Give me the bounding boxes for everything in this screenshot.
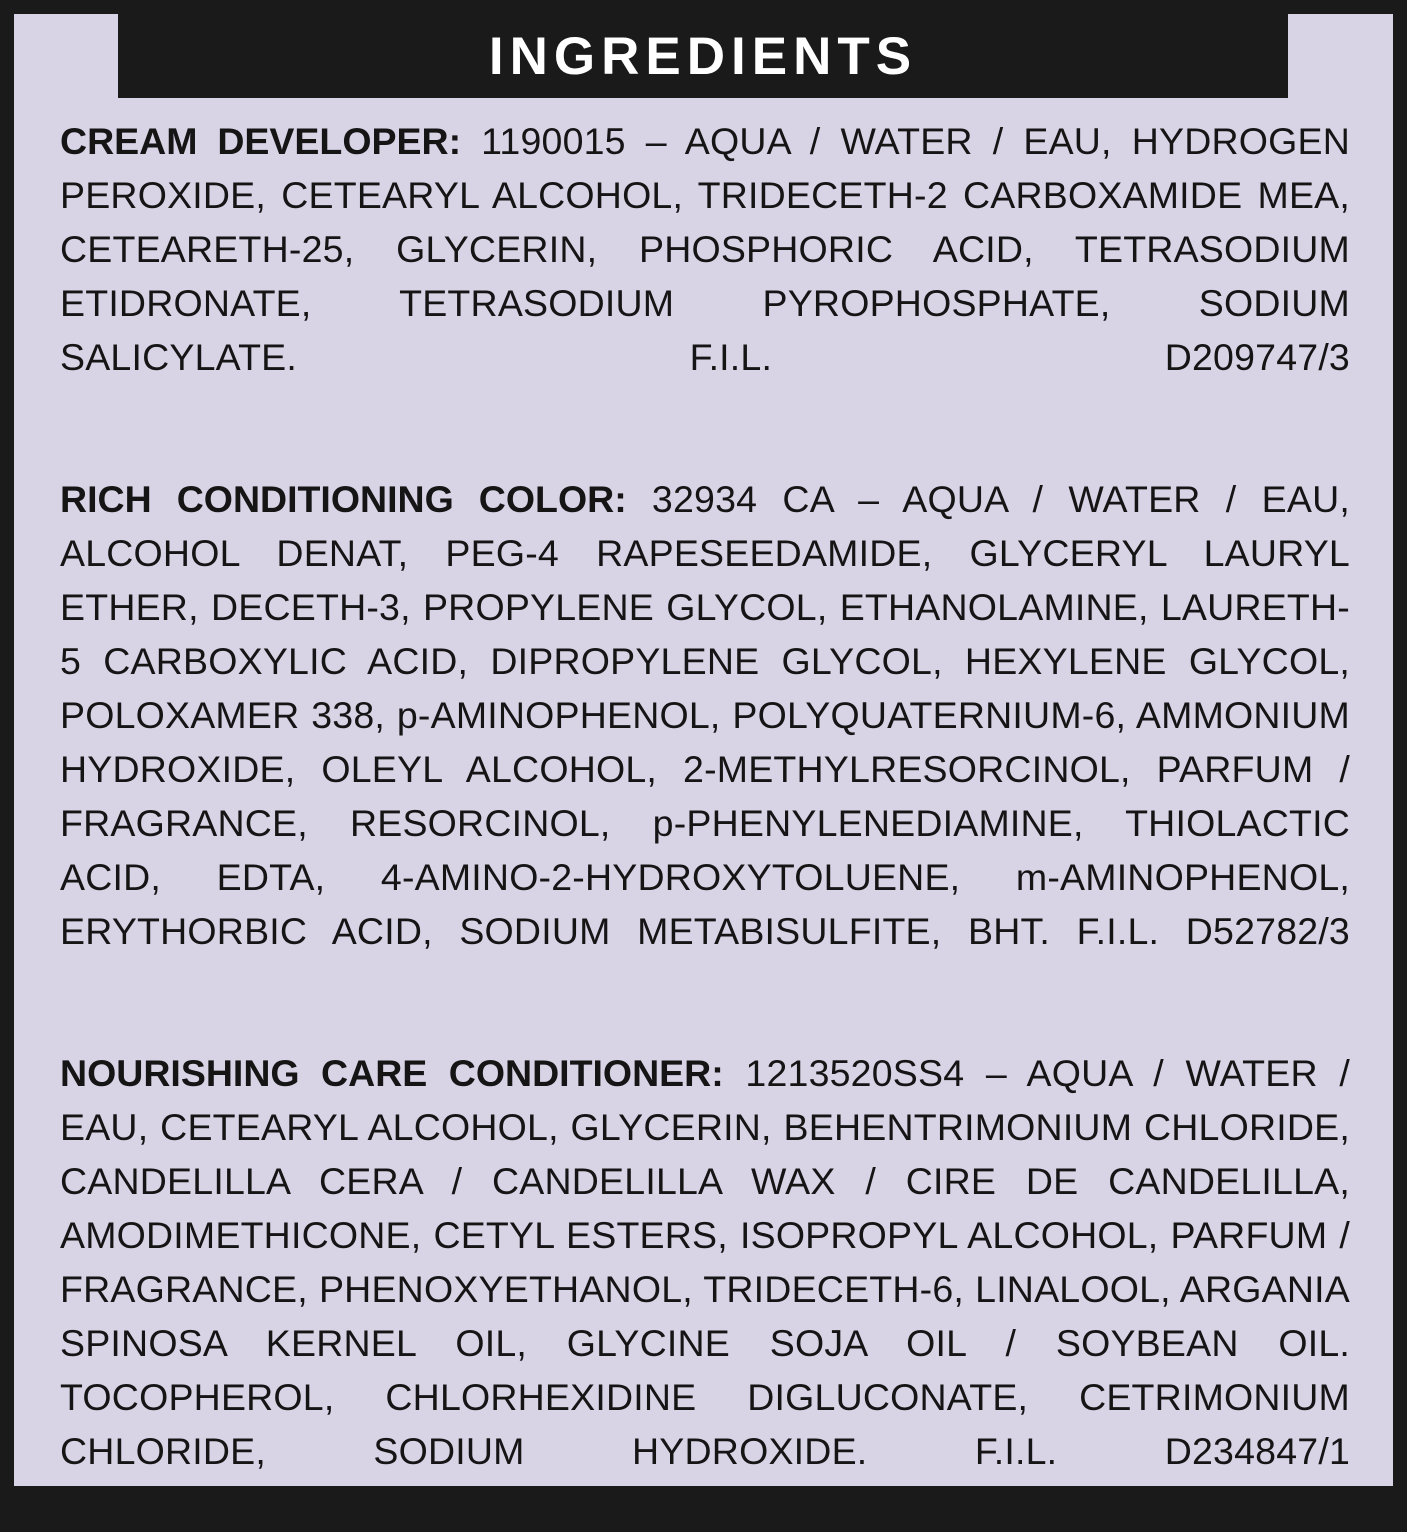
ingredients-header xyxy=(118,14,1288,98)
section-label: CREAM DEVELOPER: xyxy=(60,120,462,162)
ingredient-section-cream-developer xyxy=(60,114,1350,438)
section-label: NOURISHING CARE CONDITIONER: xyxy=(60,1052,724,1094)
section-text: 32934 CA – AQUA / WATER / EAU, ALCOHOL DENAT, PEG-4 RAPESEEDAMIDE, GLYCERYL LAURYL ETHER, DECETH-3, PROPYLENE GLYCOL, ETHANOLAMINE, LAURETH-5 CARBOXYLIC ACID, DIPROPYLENE GLYCOL, HEXYLENE GLYCOL, POLOXAMER 338, p-AMINOPHENOL, POLYQUATERNIUM-6, AMMONIUM HYDROXIDE, OLEYL ALCOHOL, 2-METHYLRESORCINOL, PARFUM / FRAGRANCE, RESORCINOL, p-PHENYLENEDIAMINE, THIOLACTIC ACID, EDTA, 4-AMINO-2-HYDROXYTOLUENE, m-AMINOPHENOL, ERYTHORBIC ACID, SODIUM METABISULFITE, BHT. F.I.L. D52782/3 xyxy=(60,478,1350,952)
section-label: RICH CONDITIONING COLOR: xyxy=(60,478,627,520)
section-text: 1190015 – AQUA / WATER / EAU, HYDROGEN PEROXIDE, CETEARYL ALCOHOL, TRIDECETH-2 CARBOXAMIDE MEA, CETEARETH-25, GLYCERIN, PHOSPHORIC ACID, TETRASODIUM ETIDRONATE, TETRASODIUM PYROPHOSPHATE, SODIUM SALICYLATE. F.I.L. D209747/3 xyxy=(60,120,1350,378)
section-text: 1213520SS4 – AQUA / WATER / EAU, CETEARYL ALCOHOL, GLYCERIN, BEHENTRIMONIUM CHLORIDE, CANDELILLA CERA / CANDELILLA WAX / CIRE DE CANDELILLA, AMODIMETHICONE, CETYL ESTERS, ISOPROPYL ALCOHOL, PARFUM / FRAGRANCE, PHENOXYETHANOL, TRIDECETH-6, LINALOOL, ARGANIA SPINOSA KERNEL OIL, GLYCINE SOJA OIL / SOYBEAN OIL. TOCOPHEROL, CHLORHEXIDINE DIGLUCONATE, CETRIMONIUM CHLORIDE, SODIUM HYDROXIDE. F.I.L. D234847/1 xyxy=(60,1052,1350,1472)
ingredient-section-nourishing-care-conditioner xyxy=(60,1046,1350,1532)
ingredients-content xyxy=(60,114,1350,1532)
ingredients-panel xyxy=(14,14,1393,1486)
ingredient-section-rich-conditioning-color xyxy=(60,472,1350,1012)
page-title: INGREDIENTS xyxy=(488,26,918,86)
